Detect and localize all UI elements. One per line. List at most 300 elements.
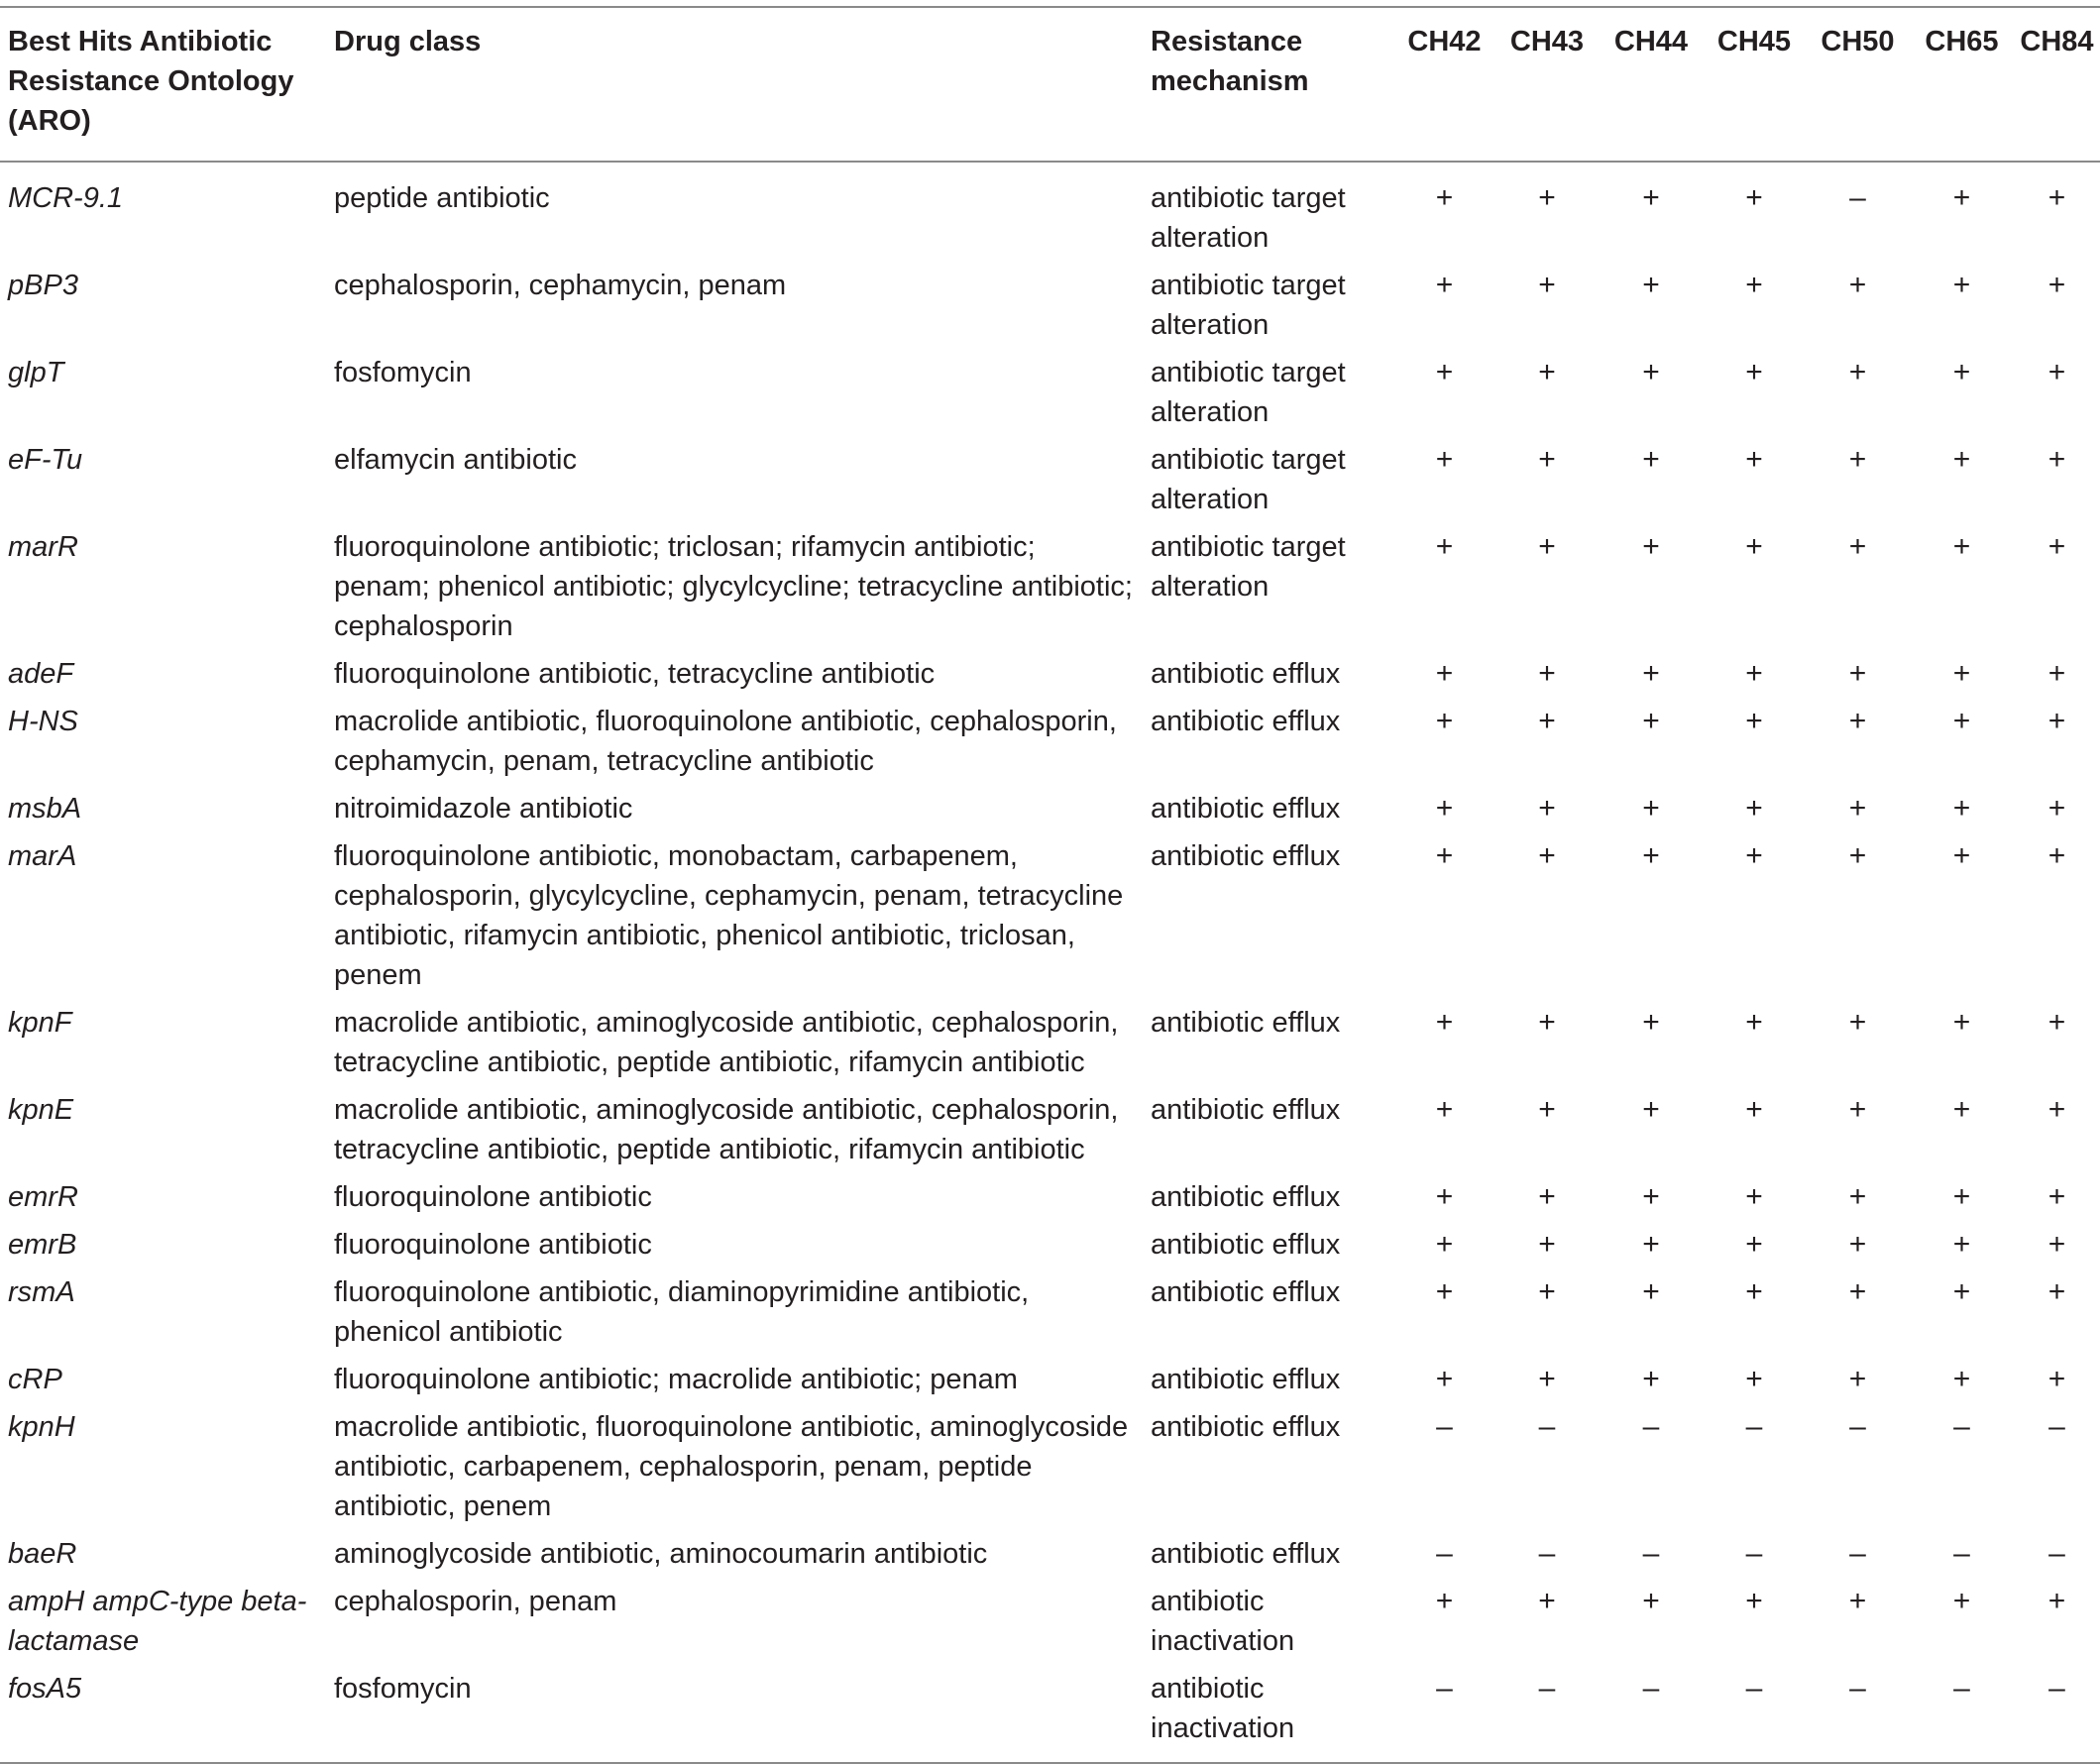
present-mark: + [1745,356,1763,388]
present-mark: + [1435,705,1454,737]
drug-class-cell: macrolide antibiotic, fluoroquinolone antibiotic, aminoglycoside antibiotic, carbapenem, cephalosporin, penam, peptide antibiotic, penem [334,1411,1129,1522]
present-mark: + [1538,1585,1556,1617]
mechanism-cell: antibiotic inactivation [1151,1673,1295,1744]
header-row [0,7,2100,162]
isolate-mark-cell [1494,1086,1600,1173]
isolate-mark-cell [1910,650,2014,698]
drug-class-cell: fosfomycin [334,357,472,388]
isolate-mark-cell [1600,1356,1703,1403]
present-mark: + [2047,657,2066,690]
isolate-mark-cell [1600,1578,1703,1665]
mechanism-cell: antibiotic target alteration [1151,270,1346,341]
isolate-mark-cell [1394,999,1494,1086]
present-mark: + [1435,1093,1454,1126]
isolate-mark-cell [1494,1268,1600,1356]
present-mark: + [1952,1585,1971,1617]
present-mark: + [1435,839,1454,872]
present-mark: + [1745,181,1763,214]
present-mark: + [2047,792,2066,825]
present-mark: + [1952,443,1971,476]
isolate-mark-cell [1806,1173,1910,1221]
present-mark: + [2047,839,2066,872]
present-mark: + [1952,1363,1971,1395]
isolate-mark-cell [1703,262,1806,349]
present-mark: + [1745,1093,1763,1126]
isolate-mark-cell [1910,1530,2014,1578]
present-mark: + [1538,530,1556,563]
isolate-mark-cell [1703,1086,1806,1173]
present-mark: + [1848,657,1867,690]
present-mark: + [1745,705,1763,737]
present-mark: + [1952,1093,1971,1126]
isolate-mark-cell [1703,349,1806,436]
table-row [0,349,2100,436]
drug-class-cell: fluoroquinolone antibiotic, monobactam, carbapenem, cephalosporin, glycylcycline, cephamycin, penam, tetracycline antibiotic, rifamycin antibiotic, phenicol antibiotic, triclosan, penem [334,840,1124,991]
absent-mark: – [2048,1672,2065,1705]
isolate-mark-cell [1806,832,1910,999]
isolate-mark-cell [1910,698,2014,785]
table-row [0,1173,2100,1221]
isolate-mark-cell [1494,698,1600,785]
header-isolate: CH42 [1407,26,1482,57]
mechanism-cell: antibiotic efflux [1151,1411,1341,1443]
isolate-mark-cell [2014,1530,2100,1578]
isolate-mark-cell [1494,436,1600,523]
present-mark: + [1538,356,1556,388]
mechanism-cell: antibiotic efflux [1151,840,1341,872]
table-row [0,1530,2100,1578]
present-mark: + [1745,792,1763,825]
isolate-mark-cell [2014,436,2100,523]
mechanism-cell: antibiotic inactivation [1151,1586,1295,1657]
absent-mark: – [1642,1672,1660,1705]
present-mark: + [1538,1363,1556,1395]
isolate-mark-cell [1600,698,1703,785]
isolate-mark-cell [1494,349,1600,436]
isolate-mark-cell [2014,349,2100,436]
mechanism-cell: antibiotic efflux [1151,793,1341,825]
isolate-mark-cell [1703,650,1806,698]
present-mark: + [1642,269,1660,301]
isolate-mark-cell [1806,1665,1910,1763]
isolate-mark-cell [1910,162,2014,262]
isolate-mark-cell [1703,832,1806,999]
present-mark: + [1642,356,1660,388]
present-mark: + [1848,530,1867,563]
isolate-mark-cell [1600,349,1703,436]
present-mark: + [1848,1006,1867,1039]
present-mark: + [1642,1228,1660,1261]
present-mark: + [1952,1006,1971,1039]
absent-mark: – [1849,1537,1866,1570]
isolate-mark-cell [2014,785,2100,832]
present-mark: + [1952,530,1971,563]
table-row [0,832,2100,999]
isolate-mark-cell [1394,1665,1494,1763]
isolate-mark-cell [2014,523,2100,650]
present-mark: + [1642,181,1660,214]
present-mark: + [1435,530,1454,563]
isolate-mark-cell [2014,832,2100,999]
drug-class-cell: nitroimidazole antibiotic [334,793,633,825]
present-mark: + [1745,269,1763,301]
isolate-mark-cell [1703,999,1806,1086]
isolate-mark-cell [1910,436,2014,523]
isolate-mark-cell [2014,1578,2100,1665]
isolate-mark-cell [2014,1403,2100,1530]
isolate-mark-cell [1806,1268,1910,1356]
table-row [0,1268,2100,1356]
isolate-mark-cell [1394,1530,1494,1578]
isolate-mark-cell [1703,523,1806,650]
present-mark: + [1952,269,1971,301]
present-mark: + [1745,1363,1763,1395]
isolate-mark-cell [1494,999,1600,1086]
present-mark: + [1538,657,1556,690]
isolate-mark-cell [1494,1356,1600,1403]
isolate-mark-cell [1494,523,1600,650]
present-mark: + [1538,1093,1556,1126]
gene-name-cell: msbA [8,793,82,825]
present-mark: + [1642,1093,1660,1126]
present-mark: + [1435,1363,1454,1395]
absent-mark: – [1538,1672,1556,1705]
isolate-mark-cell [1600,650,1703,698]
present-mark: + [1538,839,1556,872]
absent-mark: – [1642,1410,1660,1443]
drug-class-cell: fluoroquinolone antibiotic; macrolide antibiotic; penam [334,1364,1018,1395]
gene-name-cell: marR [8,531,78,563]
present-mark: + [2047,705,2066,737]
isolate-mark-cell [1494,1403,1600,1530]
isolate-mark-cell [1910,1086,2014,1173]
present-mark: + [1642,1275,1660,1308]
present-mark: + [1435,1180,1454,1213]
present-mark: + [1745,1228,1763,1261]
drug-class-cell: fluoroquinolone antibiotic; triclosan; rifamycin antibiotic; penam; phenicol antibiotic; glycylcycline; tetracycline antibiotic; cephalosporin [334,531,1133,642]
isolate-mark-cell [1703,162,1806,262]
header-aro: Best Hits Antibiotic Resistance Ontology (ARO) [8,26,294,137]
present-mark: + [2047,181,2066,214]
isolate-mark-cell [1494,785,1600,832]
absent-mark: – [1436,1410,1453,1443]
isolate-mark-cell [1703,1268,1806,1356]
isolate-mark-cell [1600,1268,1703,1356]
present-mark: + [1538,1275,1556,1308]
absent-mark: – [1538,1410,1556,1443]
gene-name-cell: pBP3 [8,270,78,301]
present-mark: + [1848,1275,1867,1308]
isolate-mark-cell [1394,1356,1494,1403]
isolate-mark-cell [1394,162,1494,262]
isolate-mark-cell [1910,349,2014,436]
drug-class-cell: cephalosporin, cephamycin, penam [334,270,787,301]
table-row [0,650,2100,698]
header-mechanism: Resistance mechanism [1151,26,1309,97]
isolate-mark-cell [1910,262,2014,349]
header-isolate: CH43 [1509,26,1585,57]
gene-name-cell: glpT [8,357,64,388]
present-mark: + [1538,792,1556,825]
present-mark: + [1952,1228,1971,1261]
isolate-mark-cell [1600,1403,1703,1530]
present-mark: + [1435,1275,1454,1308]
isolate-mark-cell [1600,436,1703,523]
isolate-mark-cell [1394,1086,1494,1173]
isolate-mark-cell [1394,1268,1494,1356]
present-mark: + [1745,443,1763,476]
gene-name-cell: fosA5 [8,1673,82,1705]
isolate-mark-cell [1910,1221,2014,1268]
gene-name-cell: eF-Tu [8,444,83,476]
isolate-mark-cell [1703,436,1806,523]
gene-name-cell: baeR [8,1538,77,1570]
drug-class-cell: fluoroquinolone antibiotic [334,1229,652,1261]
isolate-mark-cell [1394,436,1494,523]
present-mark: + [1952,1275,1971,1308]
isolate-mark-cell [1806,1086,1910,1173]
isolate-mark-cell [2014,1173,2100,1221]
resistance-gene-table [0,6,2100,1764]
isolate-mark-cell [1494,1221,1600,1268]
gene-name-cell: kpnF [8,1007,72,1039]
isolate-mark-cell [2014,162,2100,262]
isolate-mark-cell [1703,1173,1806,1221]
present-mark: + [2047,1585,2066,1617]
isolate-mark-cell [1394,1221,1494,1268]
present-mark: + [2047,1093,2066,1126]
mechanism-cell: antibiotic target alteration [1151,182,1346,254]
present-mark: + [1745,1006,1763,1039]
present-mark: + [1745,1585,1763,1617]
isolate-mark-cell [2014,1086,2100,1173]
isolate-mark-cell [1910,1403,2014,1530]
present-mark: + [1435,792,1454,825]
isolate-mark-cell [2014,1356,2100,1403]
absent-mark: – [1849,181,1866,214]
present-mark: + [1848,269,1867,301]
present-mark: + [1848,1228,1867,1261]
present-mark: + [2047,1180,2066,1213]
isolate-mark-cell [1806,162,1910,262]
isolate-mark-cell [1394,1578,1494,1665]
present-mark: + [1642,705,1660,737]
present-mark: + [1848,1180,1867,1213]
mechanism-cell: antibiotic target alteration [1151,531,1346,603]
isolate-mark-cell [1394,832,1494,999]
present-mark: + [1642,792,1660,825]
drug-class-cell: macrolide antibiotic, fluoroquinolone antibiotic, cephalosporin, cephamycin, penam, tetracycline antibiotic [334,706,1117,777]
isolate-mark-cell [1494,1173,1600,1221]
isolate-mark-cell [1600,1173,1703,1221]
present-mark: + [1642,530,1660,563]
gene-name-cell: kpnE [8,1094,74,1126]
present-mark: + [1435,269,1454,301]
isolate-mark-cell [1910,832,2014,999]
header-isolate: CH50 [1821,26,1895,57]
isolate-mark-cell [1394,650,1494,698]
isolate-mark-cell [1806,1221,1910,1268]
mechanism-cell: antibiotic efflux [1151,1229,1341,1261]
table-row [0,999,2100,1086]
isolate-mark-cell [1703,1356,1806,1403]
present-mark: + [1538,181,1556,214]
gene-name-cell: rsmA [8,1276,75,1308]
isolate-mark-cell [2014,999,2100,1086]
isolate-mark-cell [1806,1356,1910,1403]
isolate-mark-cell [1910,785,2014,832]
drug-class-cell: macrolide antibiotic, aminoglycoside antibiotic, cephalosporin, tetracycline antibiotic, peptide antibiotic, rifamycin antibiotic [334,1007,1119,1078]
drug-class-cell: aminoglycoside antibiotic, aminocoumarin antibiotic [334,1538,988,1570]
present-mark: + [1952,839,1971,872]
isolate-mark-cell [1910,1356,2014,1403]
isolate-mark-cell [1600,1086,1703,1173]
present-mark: + [1642,839,1660,872]
gene-name-cell: adeF [8,658,74,690]
present-mark: + [2047,269,2066,301]
present-mark: + [1642,1585,1660,1617]
isolate-mark-cell [2014,1268,2100,1356]
header-isolate: CH44 [1613,26,1689,57]
present-mark: + [1745,1180,1763,1213]
isolate-mark-cell [1806,785,1910,832]
absent-mark: – [1745,1672,1763,1705]
header-isolate: CH45 [1716,26,1792,57]
present-mark: + [2047,356,2066,388]
present-mark: + [1952,657,1971,690]
isolate-mark-cell [1600,162,1703,262]
absent-mark: – [1849,1672,1866,1705]
present-mark: + [1642,1180,1660,1213]
present-mark: + [1642,657,1660,690]
absent-mark: – [2048,1537,2065,1570]
present-mark: + [1952,1180,1971,1213]
mechanism-cell: antibiotic target alteration [1151,357,1346,428]
present-mark: + [1952,705,1971,737]
present-mark: + [1745,1275,1763,1308]
present-mark: + [1435,443,1454,476]
isolate-mark-cell [1494,1665,1600,1763]
header-isolate: CH65 [1925,26,1999,57]
isolate-mark-cell [1600,1221,1703,1268]
isolate-mark-cell [1910,1665,2014,1763]
isolate-mark-cell [2014,698,2100,785]
isolate-mark-cell [1394,698,1494,785]
absent-mark: – [1849,1410,1866,1443]
isolate-mark-cell [1494,262,1600,349]
present-mark: + [1848,705,1867,737]
present-mark: + [1848,1585,1867,1617]
mechanism-cell: antibiotic efflux [1151,1094,1341,1126]
table-row [0,698,2100,785]
drug-class-cell: fosfomycin [334,1673,472,1705]
present-mark: + [1745,839,1763,872]
gene-name-cell: cRP [8,1364,62,1395]
isolate-mark-cell [1806,262,1910,349]
mechanism-cell: antibiotic efflux [1151,1538,1341,1570]
present-mark: + [1435,181,1454,214]
isolate-mark-cell [1806,1403,1910,1530]
drug-class-cell: fluoroquinolone antibiotic, diaminopyrimidine antibiotic, phenicol antibiotic [334,1276,1030,1348]
isolate-mark-cell [1910,1268,2014,1356]
isolate-mark-cell [1703,1403,1806,1530]
table-body [0,162,2100,1763]
present-mark: + [2047,1275,2066,1308]
present-mark: + [1848,1363,1867,1395]
absent-mark: – [1953,1410,1970,1443]
present-mark: + [1538,1180,1556,1213]
absent-mark: – [1953,1672,1970,1705]
present-mark: + [1538,1228,1556,1261]
isolate-mark-cell [1806,650,1910,698]
isolate-mark-cell [1910,523,2014,650]
mechanism-cell: antibiotic efflux [1151,706,1341,737]
gene-name-cell: H-NS [8,706,78,737]
present-mark: + [1952,356,1971,388]
present-mark: + [1642,1363,1660,1395]
present-mark: + [1435,356,1454,388]
isolate-mark-cell [1394,349,1494,436]
header-drug-class: Drug class [334,26,482,57]
isolate-mark-cell [1494,1578,1600,1665]
table-row [0,1665,2100,1763]
isolate-mark-cell [1703,1530,1806,1578]
present-mark: + [2047,443,2066,476]
isolate-mark-cell [1494,1530,1600,1578]
present-mark: + [1538,1006,1556,1039]
isolate-mark-cell [1394,523,1494,650]
isolate-mark-cell [1703,785,1806,832]
isolate-mark-cell [1394,785,1494,832]
gene-name-cell: marA [8,840,77,872]
isolate-mark-cell [1600,785,1703,832]
isolate-mark-cell [1910,999,2014,1086]
absent-mark: – [2048,1410,2065,1443]
isolate-mark-cell [1394,1173,1494,1221]
isolate-mark-cell [1703,1578,1806,1665]
absent-mark: – [1642,1537,1660,1570]
isolate-mark-cell [1806,698,1910,785]
isolate-mark-cell [1910,1578,2014,1665]
absent-mark: – [1745,1537,1763,1570]
table-row [0,1086,2100,1173]
drug-class-cell: peptide antibiotic [334,182,550,214]
absent-mark: – [1538,1537,1556,1570]
present-mark: + [1848,1093,1867,1126]
isolate-mark-cell [2014,1665,2100,1763]
present-mark: + [1538,269,1556,301]
present-mark: + [1745,530,1763,563]
isolate-mark-cell [1910,1173,2014,1221]
present-mark: + [1642,1006,1660,1039]
isolate-mark-cell [1806,349,1910,436]
mechanism-cell: antibiotic efflux [1151,658,1341,690]
gene-name-cell: ampH ampC-type beta-lactamase [8,1586,307,1657]
mechanism-cell: antibiotic efflux [1151,1181,1341,1213]
present-mark: + [1848,356,1867,388]
isolate-mark-cell [1494,162,1600,262]
isolate-mark-cell [2014,650,2100,698]
isolate-mark-cell [2014,1221,2100,1268]
isolate-mark-cell [1806,1530,1910,1578]
absent-mark: – [1436,1537,1453,1570]
present-mark: + [1435,1228,1454,1261]
mechanism-cell: antibiotic efflux [1151,1276,1341,1308]
table-row [0,1578,2100,1665]
gene-name-cell: MCR-9.1 [8,182,124,214]
present-mark: + [1848,792,1867,825]
isolate-mark-cell [1806,1578,1910,1665]
